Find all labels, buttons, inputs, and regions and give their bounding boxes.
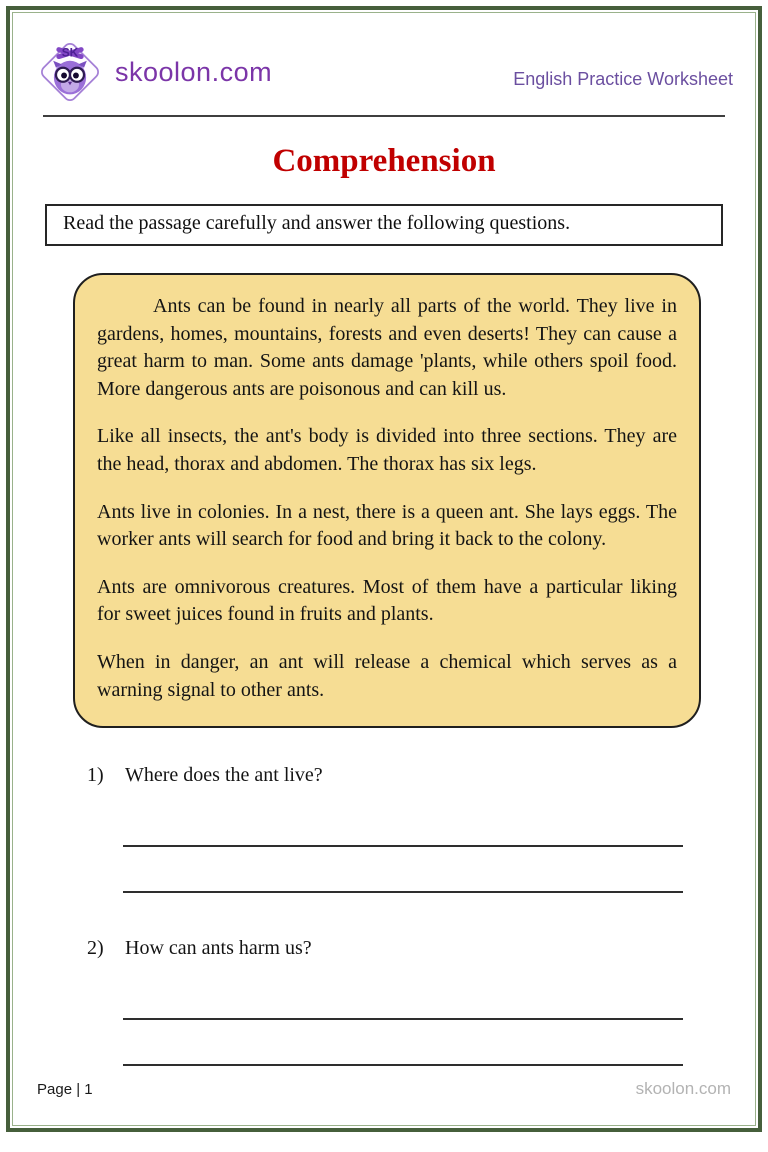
footer — [37, 1079, 731, 1099]
answer-line — [123, 1018, 683, 1020]
answer-line — [123, 1064, 683, 1066]
page-content — [12, 12, 756, 1126]
question-number: 2) — [87, 937, 104, 960]
passage-paragraph: Ants live in colonies. In a nest, there is a queen ant. She lays eggs. The worker ants will search for food and bring it back to the colony. — [97, 500, 677, 551]
passage-paragraph: Ants are omnivorous creatures. Most of them have a particular liking for sweet juices found in fruits and plants. — [97, 575, 677, 626]
owl-logo-icon — [35, 37, 105, 107]
passage-box — [73, 273, 701, 728]
footer-site-label: skoolon.com — [635, 1079, 731, 1098]
brand-name: skoolon.com — [115, 56, 273, 87]
passage-paragraph: Ants can be found in nearly all parts of the world. They live in gardens, homes, mountains, forests and even deserts! They can cause a great harm to man. Some ants damage 'plants, while others spoil food. More dangerous ants are poisonous and can kill us. — [97, 295, 677, 400]
question-2 — [87, 937, 733, 960]
question-text: How can ants harm us? — [125, 937, 312, 960]
question-1 — [87, 764, 733, 787]
instruction-text: Read the passage carefully and answer the following questions. — [63, 212, 571, 234]
answer-line — [123, 891, 683, 893]
header-divider — [43, 115, 725, 117]
question-text: Where does the ant live? — [125, 764, 323, 787]
questions-section — [35, 764, 733, 1066]
header — [35, 37, 733, 107]
worksheet-type-label: English Practice Worksheet — [513, 68, 733, 89]
logo-monogram: SK — [61, 45, 79, 60]
page-number: Page | 1 — [37, 1081, 93, 1098]
passage-paragraph: When in danger, an ant will release a chemical which serves as a warning signal to other ants. — [97, 650, 677, 701]
instruction-box — [45, 204, 723, 246]
passage-paragraph: Like all insects, the ant's body is divided into three sections. They are the head, thorax and abdomen. The thorax has six legs. — [97, 425, 677, 475]
question-number: 1) — [87, 764, 104, 787]
answer-line — [123, 845, 683, 847]
page-border-frame — [6, 6, 762, 1132]
page-title: Comprehension — [272, 143, 496, 179]
